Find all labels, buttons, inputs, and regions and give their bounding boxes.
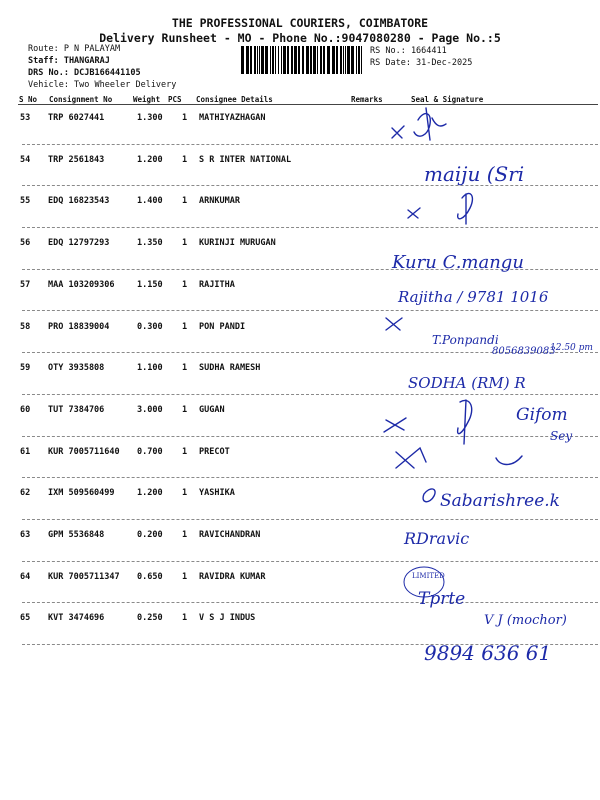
row-sno: 64 bbox=[20, 571, 31, 582]
row-weight: 0.300 bbox=[137, 321, 163, 332]
signature-53 bbox=[392, 108, 446, 140]
row-sno: 53 bbox=[20, 113, 31, 123]
row-consignee: PON PANDI bbox=[199, 321, 246, 332]
row-weight: 3.000 bbox=[137, 404, 163, 415]
col-header-consignee: Consignee Details bbox=[196, 95, 273, 104]
row-consignment-no: TUT 7384706 bbox=[48, 404, 105, 415]
row-pcs: 1 bbox=[182, 113, 188, 123]
company-title: THE PROFESSIONAL COURIERS, COIMBATORE bbox=[171, 16, 429, 30]
col-header-remarks: Remarks bbox=[351, 95, 383, 104]
row-pcs: 1 bbox=[182, 613, 188, 624]
row-consignment-no: MAA 103209306 bbox=[48, 279, 115, 290]
row-consignee: RAVIDRA KUMAR bbox=[199, 571, 266, 582]
hw-63: RDravic bbox=[404, 529, 470, 548]
col-header-sno: S No bbox=[19, 95, 38, 104]
signature-58-mark bbox=[386, 318, 402, 330]
stamp-64-text: LIMITED bbox=[412, 572, 445, 580]
vehicle-label: Vehicle: Two Wheeler Delivery bbox=[28, 80, 177, 90]
row-sno: 56 bbox=[20, 238, 31, 249]
hw-59: SODHA (RM) R bbox=[408, 374, 526, 392]
row-sno: 58 bbox=[20, 321, 31, 332]
hw-60: Gifom bbox=[516, 405, 568, 425]
row-consignment-no: IXM 509560499 bbox=[48, 488, 115, 499]
row-sno: 62 bbox=[20, 488, 31, 499]
signature-61 bbox=[396, 448, 522, 468]
row-consignment-no: TRP 6027441 bbox=[48, 113, 105, 123]
col-header-consignment: Consignment No bbox=[49, 95, 113, 104]
row-pcs: 1 bbox=[182, 238, 188, 249]
row-pcs: 1 bbox=[182, 530, 188, 540]
row-sno: 60 bbox=[20, 404, 31, 415]
staff-label: Staff: THANGARAJ bbox=[28, 56, 110, 66]
rs-number: RS No.: 1664411 bbox=[370, 46, 447, 56]
row-weight: 1.200 bbox=[137, 154, 163, 165]
row-consignee: S R INTER NATIONAL bbox=[199, 154, 292, 165]
row-pcs: 1 bbox=[182, 488, 188, 499]
rs-date: RS Date: 31-Dec-2025 bbox=[370, 58, 473, 68]
row-consignment-no: OTY 3935808 bbox=[48, 363, 105, 374]
row-weight: 0.700 bbox=[137, 446, 163, 457]
row-consignee: V S J INDUS bbox=[199, 613, 256, 624]
hw-65-name: V J (mochor) bbox=[484, 613, 567, 628]
hw-58-name: T.Ponpandi bbox=[432, 333, 499, 347]
row-pcs: 1 bbox=[182, 446, 188, 457]
row-pcs: 1 bbox=[182, 404, 188, 415]
col-header-weight: Weight bbox=[133, 95, 161, 104]
row-pcs: 1 bbox=[182, 363, 188, 374]
hw-54: maiju (Sri bbox=[424, 162, 525, 186]
row-sno: 65 bbox=[20, 613, 31, 624]
row-consignee: YASHIKA bbox=[199, 488, 235, 499]
row-pcs: 1 bbox=[182, 279, 188, 290]
row-consignment-no: KVT 3474696 bbox=[48, 613, 105, 624]
row-weight: 1.400 bbox=[137, 196, 163, 207]
hw-60b: Sey bbox=[550, 429, 573, 443]
row-weight: 1.100 bbox=[137, 363, 163, 374]
row-sno: 54 bbox=[20, 154, 31, 165]
row-consignee: RAJITHA bbox=[199, 279, 235, 290]
row-pcs: 1 bbox=[182, 196, 188, 207]
row-consignment-no: EDQ 12797293 bbox=[48, 238, 110, 249]
hw-58-phone: 8056839083 bbox=[492, 346, 556, 357]
row-weight: 0.650 bbox=[137, 571, 163, 582]
row-consignee: PRECOT bbox=[199, 446, 230, 457]
hw-62: Sabarishree.k bbox=[440, 491, 560, 511]
row-weight: 1.300 bbox=[137, 113, 163, 123]
row-pcs: 1 bbox=[182, 571, 188, 582]
row-consignment-no: EDQ 16823543 bbox=[48, 196, 110, 207]
row-consignment-no: KUR 7005711640 bbox=[48, 446, 120, 457]
col-header-pcs: PCS bbox=[168, 95, 182, 104]
row-consignee: MATHIYAZHAGAN bbox=[199, 113, 266, 123]
row-consignment-no: KUR 7005711347 bbox=[48, 571, 120, 582]
row-pcs: 1 bbox=[182, 154, 188, 165]
row-weight: 1.200 bbox=[137, 488, 163, 499]
runsheet-subtitle: Delivery Runsheet - MO - Phone No.:9047080280 - Page No.:5 bbox=[99, 31, 501, 45]
route-label: Route: P N PALAYAM bbox=[28, 44, 121, 54]
col-header-seal: Seal & Signature bbox=[411, 95, 484, 104]
row-consignment-no: PRO 18839004 bbox=[48, 321, 110, 332]
signature-62-mark bbox=[423, 489, 435, 502]
row-sno: 57 bbox=[20, 279, 31, 290]
row-weight: 1.350 bbox=[137, 238, 163, 249]
signature-55 bbox=[408, 193, 472, 224]
row-consignee: SUDHA RAMESH bbox=[199, 363, 261, 374]
drs-number: DRS No.: DCJB166441105 bbox=[28, 68, 141, 78]
row-sno: 55 bbox=[20, 196, 31, 207]
row-consignment-no: GPM 5536848 bbox=[48, 530, 105, 540]
row-sno: 59 bbox=[20, 363, 31, 374]
row-pcs: 1 bbox=[182, 321, 188, 332]
row-weight: 0.200 bbox=[137, 530, 163, 540]
signature-60 bbox=[384, 400, 472, 444]
row-consignment-no: TRP 2561843 bbox=[48, 154, 105, 165]
row-consignee: ARNKUMAR bbox=[199, 196, 240, 207]
hw-65-phone: 9894 636 61 bbox=[424, 641, 552, 665]
row-sno: 61 bbox=[20, 446, 31, 457]
row-weight: 1.150 bbox=[137, 279, 163, 290]
hw-57: Rajitha / 9781 1016 bbox=[398, 288, 549, 306]
hw-56: Kuru C.mangu bbox=[392, 252, 524, 273]
row-weight: 0.250 bbox=[137, 613, 163, 624]
hw-58-time: 12.50 pm bbox=[550, 343, 593, 353]
hw-64: Tprte bbox=[418, 589, 466, 609]
row-consignee: GUGAN bbox=[199, 404, 225, 415]
row-consignee: KURINJI MURUGAN bbox=[199, 238, 276, 249]
row-consignee: RAVICHANDRAN bbox=[199, 530, 261, 540]
row-sno: 63 bbox=[20, 530, 31, 540]
